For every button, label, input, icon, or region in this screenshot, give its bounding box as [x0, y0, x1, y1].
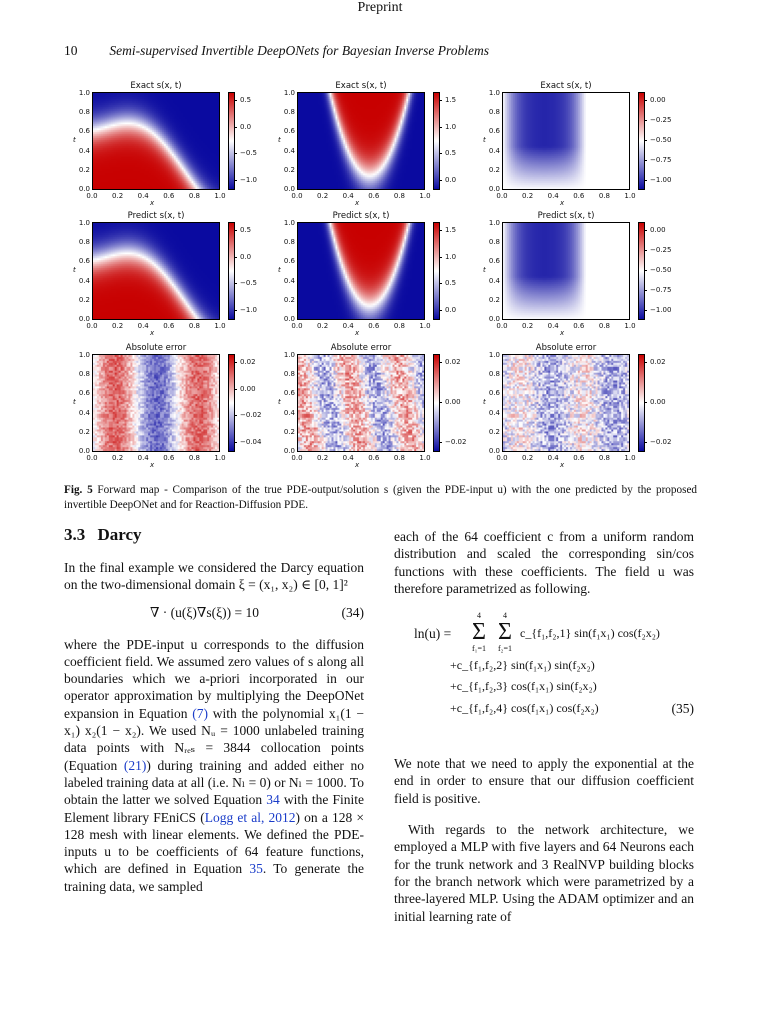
- paragraph-architecture: With regards to the network architecture, we employed a MLP with five layers and 64 Neurons each for the trunk network and 3 RealNVP building blocks for the branch network which were parametrized by a three-layered MLP. Using the ADAM optimizer and an initial learning rate of: [394, 822, 694, 924]
- y-tick-label: 1.0: [78, 89, 90, 97]
- x-axis-label: x: [560, 329, 565, 337]
- y-tick-label: 0.8: [78, 108, 90, 117]
- x-tick-label: 0.6: [163, 454, 175, 462]
- colorbar-tick: 0.5: [240, 226, 252, 234]
- y-tick-label: 1.0: [283, 351, 295, 359]
- y-tick-label: 0.6: [488, 389, 500, 398]
- x-tick-label: 0.2: [522, 192, 534, 200]
- text-run: with the Finite Element library FEniCS (: [64, 792, 364, 825]
- x-tick-label: 0.0: [496, 192, 508, 200]
- x-tick-label: 0.0: [291, 192, 303, 200]
- y-tick-label: 0.6: [78, 257, 90, 266]
- section-heading: [64, 525, 364, 545]
- equation-34: [64, 604, 364, 626]
- y-tick-label: 0.2: [488, 165, 500, 174]
- colorbar-tick: 0.00: [650, 96, 666, 104]
- x-tick-label: 0.2: [317, 454, 329, 462]
- heatmap: [502, 354, 630, 452]
- x-tick-label: 0.2: [112, 322, 124, 330]
- y-tick-label: 0.0: [283, 447, 295, 455]
- y-axis-label: t: [278, 266, 281, 274]
- x-tick-label: 1.0: [419, 192, 431, 200]
- heatmap: [297, 222, 425, 320]
- colorbar-tick: 1.0: [445, 252, 457, 261]
- y-tick-label: 0.8: [283, 238, 295, 247]
- equation-35-line1: c_{f₁,f₂,1} sin(f₁x₁) cos(f₂x₂): [520, 626, 660, 641]
- x-tick-label: 1.0: [214, 192, 226, 200]
- text-run: where the PDE-input u corresponds to the diffusion coefficient field. We assumed zero values of s along all boundaries which we a-priori incorporated in our operator approximation by multiplying the DeepONet expansion in Equation: [64, 636, 364, 721]
- colorbar-tick: −0.5: [240, 279, 257, 288]
- colorbar-tick: 0.5: [445, 279, 457, 288]
- ref-equation-34[interactable]: 34: [266, 792, 280, 808]
- y-tick-label: 0.8: [283, 108, 295, 117]
- y-tick-label: 0.0: [78, 315, 90, 323]
- x-tick-label: 1.0: [419, 322, 431, 330]
- y-tick-label: 1.0: [488, 351, 500, 359]
- colorbar: [638, 354, 645, 452]
- x-tick-label: 0.6: [368, 322, 380, 330]
- running-header: [64, 43, 704, 59]
- plot-title: Absolute error: [535, 343, 597, 353]
- y-tick-label: 0.8: [78, 238, 90, 247]
- colorbar-tick: −0.02: [650, 438, 672, 446]
- y-tick-label: 1.0: [488, 89, 500, 97]
- colorbar-tick: −1.0: [240, 306, 257, 314]
- colorbar-tick: 0.02: [240, 358, 256, 366]
- x-tick-label: 0.8: [393, 192, 405, 200]
- x-tick-label: 0.4: [137, 322, 149, 330]
- sum-f1-upper: 4: [477, 611, 481, 621]
- sum-f1-lower: f₁=1: [472, 644, 486, 654]
- heatmap: [502, 222, 630, 320]
- x-tick-label: 0.0: [86, 322, 98, 330]
- x-tick-label: 0.2: [317, 322, 329, 330]
- x-tick-label: 0.2: [522, 454, 534, 462]
- y-tick-label: 0.6: [78, 127, 90, 136]
- x-tick-label: 1.0: [624, 322, 636, 330]
- y-tick-label: 0.0: [488, 185, 500, 193]
- x-tick-label: 1.0: [214, 454, 226, 462]
- ref-equation-21[interactable]: (21): [123, 757, 147, 773]
- plot-panel: [265, 208, 475, 335]
- y-axis-label: t: [278, 398, 281, 406]
- y-tick-label: 1.0: [78, 351, 90, 359]
- x-tick-label: 0.8: [598, 192, 610, 200]
- running-title: Semi-supervised Invertible DeepONets for Bayesian Inverse Problems: [109, 43, 490, 58]
- y-axis-label: t: [278, 136, 281, 144]
- colorbar-tick: −1.0: [240, 176, 257, 184]
- plot-title: Exact s(x, t): [130, 81, 182, 91]
- y-tick-label: 0.8: [488, 238, 500, 247]
- plot-title: Absolute error: [330, 343, 392, 353]
- colorbar: [433, 354, 440, 452]
- colorbar-tick: 1.0: [445, 122, 457, 131]
- colorbar-tick: 0.5: [445, 149, 457, 158]
- colorbar-tick: 1.5: [445, 96, 457, 104]
- x-tick-label: 0.8: [598, 454, 610, 462]
- y-tick-label: 0.4: [283, 276, 295, 285]
- x-tick-label: 0.4: [137, 192, 149, 200]
- colorbar-tick: 0.02: [445, 358, 461, 366]
- x-tick-label: 1.0: [214, 322, 226, 330]
- plot-panel: [60, 340, 270, 467]
- x-tick-label: 0.0: [291, 454, 303, 462]
- x-tick-label: 0.4: [547, 454, 559, 462]
- y-tick-label: 0.8: [488, 108, 500, 117]
- colorbar-tick: −1.00: [650, 306, 672, 314]
- colorbar-tick: −0.50: [650, 136, 672, 144]
- colorbar-tick: 0.00: [445, 398, 461, 406]
- figure-5: [60, 78, 710, 473]
- x-tick-label: 0.0: [496, 322, 508, 330]
- colorbar: [228, 222, 235, 320]
- colorbar-tick: 1.5: [445, 226, 457, 234]
- x-tick-label: 0.0: [291, 322, 303, 330]
- colorbar-tick: 0.0: [240, 252, 252, 261]
- colorbar: [228, 354, 235, 452]
- x-tick-label: 0.8: [393, 454, 405, 462]
- plot-title: Exact s(x, t): [335, 81, 387, 91]
- y-tick-label: 0.2: [78, 165, 90, 174]
- equation-35: [394, 611, 694, 743]
- text-run: ) on a 128 × 128 mesh with linear elements. We defined the PDE-inputs u to be coefficients of 64 feature functions, which are defined in Equation: [64, 809, 365, 877]
- y-tick-label: 0.0: [283, 315, 295, 323]
- y-tick-label: 0.6: [283, 257, 295, 266]
- y-tick-label: 0.0: [488, 447, 500, 455]
- x-tick-label: 1.0: [624, 454, 636, 462]
- sum-f2-upper: 4: [503, 611, 507, 621]
- sigma-symbol: Σ: [472, 619, 486, 646]
- figure-caption: [64, 483, 697, 513]
- y-tick-label: 0.2: [283, 295, 295, 304]
- colorbar-tick: 0.00: [650, 398, 666, 406]
- y-tick-label: 1.0: [488, 219, 500, 227]
- colorbar-tick: 0.02: [650, 358, 666, 366]
- y-tick-label: 0.6: [78, 389, 90, 398]
- y-axis-label: t: [483, 136, 486, 144]
- text-run: ) during training and added either no labeled training data at all (i.e. Nₗ = 0) or Nₗ = 1000. To obtain the latter we solved Equation: [64, 757, 364, 808]
- x-tick-label: 0.4: [137, 454, 149, 462]
- plot-panel: [60, 78, 270, 205]
- colorbar: [433, 92, 440, 190]
- y-tick-label: 1.0: [283, 219, 295, 227]
- y-tick-label: 0.6: [283, 127, 295, 136]
- y-tick-label: 0.2: [283, 165, 295, 174]
- x-axis-label: x: [150, 199, 155, 207]
- caption-text: Forward map - Comparison of the true PDE-output/solution s (given the PDE-input u) with the one predicted by the proposed invertible DeepONet and for Reaction-Diffusion PDE.: [64, 484, 698, 511]
- x-axis-label: x: [150, 329, 155, 337]
- heatmap: [92, 354, 220, 452]
- y-tick-label: 0.4: [488, 146, 500, 155]
- colorbar-tick: −0.25: [650, 246, 672, 254]
- x-tick-label: 0.6: [368, 192, 380, 200]
- y-tick-label: 0.4: [283, 408, 295, 417]
- plot-title: Predict s(x, t): [537, 211, 595, 221]
- colorbar-tick: 0.0: [240, 122, 252, 131]
- x-tick-label: 0.6: [573, 454, 585, 462]
- colorbar-tick: 0.00: [240, 384, 256, 393]
- x-tick-label: 0.4: [342, 322, 354, 330]
- x-tick-label: 0.2: [522, 322, 534, 330]
- equation-34-number: (34): [341, 604, 364, 620]
- y-tick-label: 0.4: [78, 276, 90, 285]
- y-axis-label: t: [483, 266, 486, 274]
- right-column: [394, 528, 694, 925]
- x-tick-label: 0.8: [188, 322, 200, 330]
- x-tick-label: 0.8: [393, 322, 405, 330]
- plot-title: Predict s(x, t): [127, 211, 185, 221]
- x-tick-label: 0.0: [86, 454, 98, 462]
- preprint-label: Preprint: [357, 0, 403, 15]
- x-axis-label: x: [560, 461, 565, 469]
- plot-title: Predict s(x, t): [332, 211, 390, 221]
- y-tick-label: 0.0: [78, 185, 90, 193]
- heatmap: [92, 92, 220, 190]
- x-tick-label: 0.6: [368, 454, 380, 462]
- x-tick-label: 0.8: [188, 192, 200, 200]
- paragraph-intro: In the final example we considered the Darcy equation on the two-dimensional domain ξ = (x₁, x₂) ∈ [0, 1]²: [64, 560, 364, 593]
- sum-f1: [466, 611, 492, 653]
- paragraph-exponential: We note that we need to apply the exponential at the end in order to ensure that our diffusion coefficient field is positive.: [394, 756, 694, 806]
- plot-panel: [470, 78, 680, 205]
- y-axis-label: t: [73, 266, 76, 274]
- colorbar-tick: −0.75: [650, 286, 672, 294]
- colorbar-tick: 0.0: [445, 176, 457, 184]
- plot-panel: [470, 208, 680, 335]
- x-tick-label: 0.6: [573, 192, 585, 200]
- x-tick-label: 0.4: [547, 322, 559, 330]
- ref-equation-35[interactable]: 35: [249, 861, 263, 877]
- y-tick-label: 0.4: [488, 408, 500, 417]
- text-run: with the polynomial x₁(1 − x₁) x₂(1 − x₂). We used Nᵤ = 1000 unlabeled training data points with Nᵣₑₛ = 3844 collocation points (Equation: [64, 705, 364, 773]
- left-column: [64, 525, 364, 895]
- y-tick-label: 0.8: [283, 370, 295, 379]
- sigma-symbol: Σ: [498, 619, 512, 646]
- x-axis-label: x: [355, 461, 360, 469]
- equation-35-number: (35): [671, 701, 694, 717]
- y-tick-label: 0.2: [283, 427, 295, 436]
- plot-panel: [470, 340, 680, 467]
- x-axis-label: x: [560, 199, 565, 207]
- y-tick-label: 0.6: [488, 257, 500, 266]
- colorbar-tick: 0.5: [240, 96, 252, 104]
- y-tick-label: 0.8: [78, 370, 90, 379]
- section-number: 3.3: [64, 525, 86, 544]
- paragraph-darcy-setup: [64, 636, 364, 895]
- x-axis-label: x: [150, 461, 155, 469]
- text-run: . To generate the training data, we sampled: [64, 861, 364, 894]
- y-tick-label: 0.2: [488, 427, 500, 436]
- ref-equation-7[interactable]: (7): [192, 705, 208, 721]
- plot-panel: [265, 78, 475, 205]
- equation-35-lhs: ln(u) =: [414, 626, 452, 642]
- x-tick-label: 0.0: [496, 454, 508, 462]
- y-tick-label: 1.0: [78, 219, 90, 227]
- page-number: 10: [64, 43, 78, 58]
- plot-panel: [265, 340, 475, 467]
- colorbar-tick: −0.5: [240, 149, 257, 158]
- caption-label: Fig. 5: [64, 484, 93, 496]
- equation-35-line4: +c_{f₁,f₂,4} cos(f₁x₁) cos(f₂x₂): [450, 701, 599, 716]
- plot-title: Exact s(x, t): [540, 81, 592, 91]
- plot-panel: [60, 208, 270, 335]
- sum-f2-lower: f₂=1: [498, 644, 512, 654]
- x-tick-label: 0.2: [112, 454, 124, 462]
- y-axis-label: t: [73, 398, 76, 406]
- x-axis-label: x: [355, 329, 360, 337]
- x-tick-label: 0.6: [573, 322, 585, 330]
- colorbar-tick: −0.25: [650, 116, 672, 124]
- equation-34-body: ∇ · (u(ξ)∇s(ξ)) = 10: [150, 604, 259, 620]
- x-tick-label: 0.4: [547, 192, 559, 200]
- colorbar-tick: −0.75: [650, 156, 672, 164]
- colorbar-tick: −1.00: [650, 176, 672, 184]
- x-tick-label: 1.0: [419, 454, 431, 462]
- colorbar-tick: 0.00: [650, 226, 666, 234]
- x-tick-label: 0.2: [317, 192, 329, 200]
- colorbar-tick: −0.02: [240, 411, 262, 420]
- colorbar-tick: −0.50: [650, 266, 672, 274]
- y-tick-label: 0.0: [78, 447, 90, 455]
- section-title: Darcy: [97, 525, 142, 544]
- y-axis-label: t: [483, 398, 486, 406]
- plot-title: Absolute error: [125, 343, 187, 353]
- y-tick-label: 0.4: [78, 146, 90, 155]
- heatmap: [502, 92, 630, 190]
- y-tick-label: 0.4: [283, 146, 295, 155]
- x-tick-label: 0.2: [112, 192, 124, 200]
- x-tick-label: 0.8: [598, 322, 610, 330]
- colorbar: [433, 222, 440, 320]
- x-tick-label: 0.4: [342, 192, 354, 200]
- y-tick-label: 0.2: [488, 295, 500, 304]
- x-axis-label: x: [355, 199, 360, 207]
- y-axis-label: t: [73, 136, 76, 144]
- y-tick-label: 0.6: [283, 389, 295, 398]
- y-tick-label: 0.6: [488, 127, 500, 136]
- y-tick-label: 0.8: [488, 370, 500, 379]
- y-tick-label: 0.0: [488, 315, 500, 323]
- y-tick-label: 0.4: [78, 408, 90, 417]
- citation-logg[interactable]: Logg et al, 2012: [204, 809, 296, 825]
- heatmap: [297, 354, 425, 452]
- heatmap: [297, 92, 425, 190]
- sum-f2: [492, 611, 518, 653]
- x-tick-label: 0.4: [342, 454, 354, 462]
- x-tick-label: 0.6: [163, 192, 175, 200]
- y-tick-label: 1.0: [283, 89, 295, 97]
- colorbar: [228, 92, 235, 190]
- equation-35-line2: +c_{f₁,f₂,2} sin(f₁x₁) sin(f₂x₂): [450, 658, 595, 673]
- paragraph-sampling: each of the 64 coefficient c from a uniform random distribution and scaled the corresponding sin/cos functions with these coefficients. The field u was therefore parametrized as following.: [394, 529, 694, 596]
- y-tick-label: 0.2: [78, 427, 90, 436]
- x-tick-label: 0.6: [163, 322, 175, 330]
- equation-35-line3: +c_{f₁,f₂,3} cos(f₁x₁) sin(f₂x₂): [450, 679, 597, 694]
- x-tick-label: 0.0: [86, 192, 98, 200]
- y-tick-label: 0.2: [78, 295, 90, 304]
- colorbar-tick: −0.04: [240, 438, 262, 446]
- colorbar-tick: −0.02: [445, 438, 467, 446]
- x-tick-label: 0.8: [188, 454, 200, 462]
- heatmap: [92, 222, 220, 320]
- y-tick-label: 0.0: [283, 185, 295, 193]
- colorbar: [638, 222, 645, 320]
- x-tick-label: 1.0: [624, 192, 636, 200]
- colorbar: [638, 92, 645, 190]
- y-tick-label: 0.4: [488, 276, 500, 285]
- colorbar-tick: 0.0: [445, 306, 457, 314]
